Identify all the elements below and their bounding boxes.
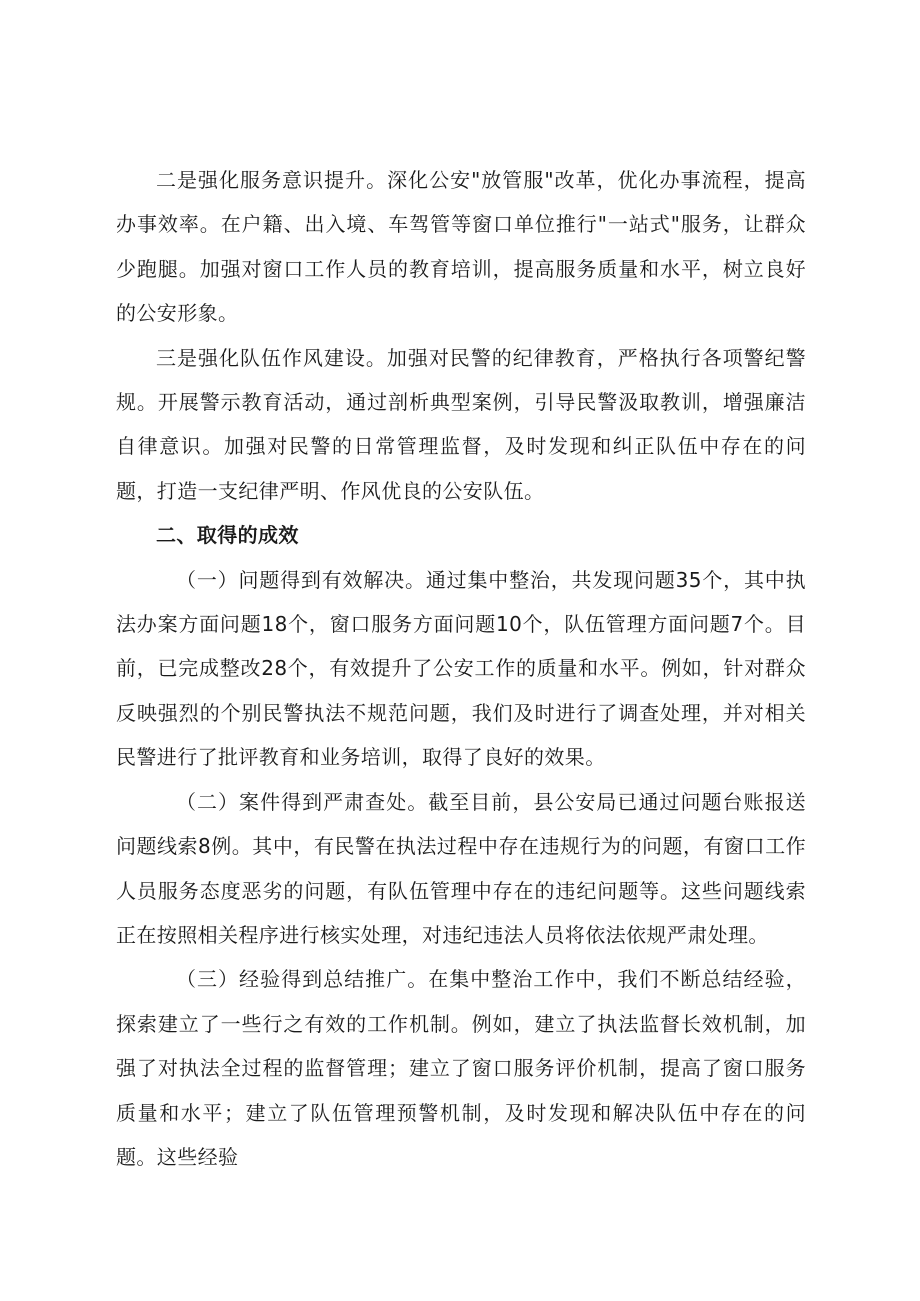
paragraph-service-awareness: 二是强化服务意识提升。深化公安"放管服"改革，优化办事流程，提高办事效率。在户籍、出入境、车驾管等窗口单位推行"一站式"服务，让群众少跑腿。加强对窗口工作人员的教育培训，提高服务质量和水平，树立良好的公安形象。 bbox=[116, 168, 806, 326]
paragraph-team-conduct: 三是强化队伍作风建设。加强对民警的纪律教育，严格执行各项警纪警规。开展警示教育活动，通过剖析典型案例，引导民警汲取教训，增强廉洁自律意识。加强对民警的日常管理监督，及时发现和纠正队伍中存在的问题，打造一支纪律严明、作风优良的公安队伍。 bbox=[116, 345, 806, 503]
section-heading: 二、取得的成效 bbox=[156, 523, 299, 548]
paragraph-result-3: （三）经验得到总结推广。在集中整治工作中，我们不断总结经验，探索建立了一些行之有效的工作机制。例如，建立了执法监督长效机制，加强了对执法全过程的监督管理；建立了窗口服务评价机制，提高了窗口服务质量和水平；建立了队伍管理预警机制，及时发现和解决队伍中存在的问题。这些经验 bbox=[116, 967, 806, 1169]
paragraph-result-2: （二）案件得到严肃查处。截至目前，县公安局已通过问题台账报送问题线索8例。其中，有民警在执法过程中存在违规行为的问题，有窗口工作人员服务态度恶劣的问题，有队伍管理中存在的违纪问题等。这些问题线索正在按照相关程序进行核实处理，对违纪违法人员将依法依规严肃处理。 bbox=[116, 789, 806, 947]
paragraph-result-1: （一）问题得到有效解决。通过集中整治，共发现问题35个，其中执法办案方面问题18个，窗口服务方面问题10个，队伍管理方面问题7个。目前，已完成整改28个，有效提升了公安工作的质量和水平。例如，针对群众反映强烈的个别民警执法不规范问题，我们及时进行了调查处理，并对相关民警进行了批评教育和业务培训，取得了良好的效果。 bbox=[116, 567, 806, 770]
document-page bbox=[116, 158, 806, 1179]
